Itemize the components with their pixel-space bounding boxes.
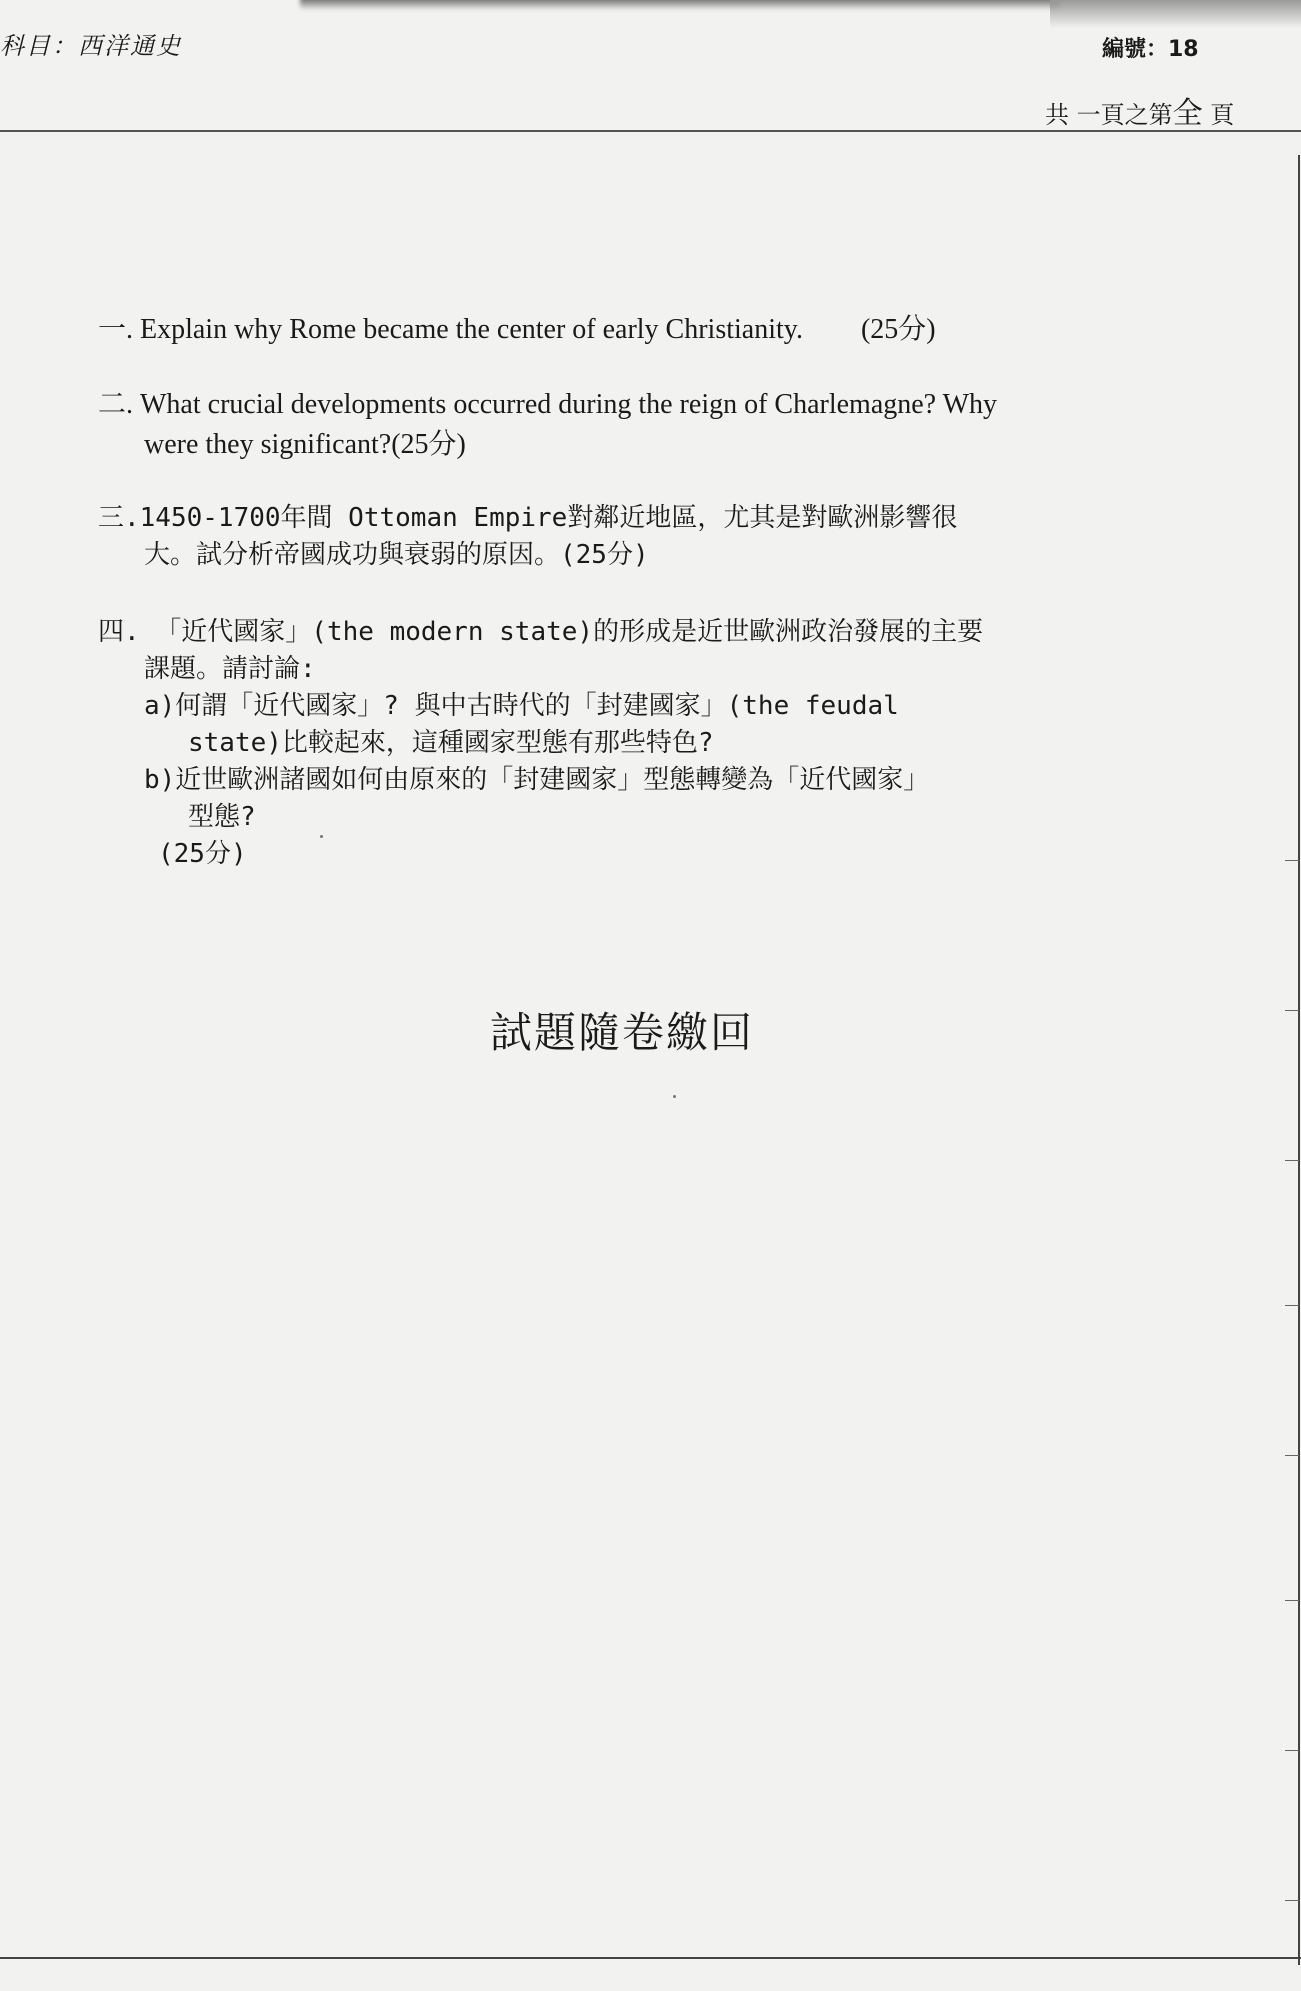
frame-tick (1285, 1750, 1299, 1751)
page-frame-right (1298, 155, 1300, 1965)
frame-tick (1285, 1010, 1299, 1011)
question-4 (98, 614, 983, 873)
frame-tick (1285, 860, 1299, 861)
question-4a-line-1: a)何謂「近代國家」? 與中古時代的「封建國家」(the feudal (144, 691, 899, 721)
question-4b-line-1: b)近世歐洲諸國如何由原來的「封建國家」型態轉變為「近代國家」 (144, 765, 930, 795)
subject-label: 科目：西洋通史 (0, 32, 182, 60)
question-3 (98, 500, 957, 574)
scan-speck (320, 835, 323, 838)
question-2-line-1: 二. What crucial developments occurred during the reign of Charlemagne? Why (98, 389, 998, 420)
question-4-line-2: 課題。請討論: (144, 654, 316, 684)
scan-speck (673, 1095, 676, 1098)
return-exam-notice: 試題隨卷繳回 (490, 1008, 755, 1057)
scan-shadow (1050, 0, 1301, 28)
question-3-line-2: 大。試分析帝國成功與衰弱的原因。(25分) (144, 540, 649, 570)
question-2 (98, 385, 997, 465)
question-1-score: (25分) (860, 314, 936, 345)
question-4-line-1: 四. 「近代國家」(the modern state)的形成是近世歐洲政治發展的主要 (98, 617, 984, 647)
question-4-score: (25分) (158, 839, 247, 869)
frame-tick (1285, 1900, 1299, 1901)
page-count-suffix: 頁 (1202, 101, 1235, 129)
frame-tick (1285, 1455, 1299, 1456)
frame-tick (1285, 1305, 1299, 1306)
frame-tick (1285, 1600, 1299, 1601)
page-count-prefix: 共 一頁之第 (1045, 101, 1173, 129)
frame-tick (1285, 1160, 1299, 1161)
page-count (1045, 88, 1234, 132)
page-frame-bottom (0, 1957, 1301, 1959)
question-4a-line-2: state)比較起來，這種國家型態有那些特色? (188, 728, 714, 758)
exam-code: 編號：18 (1102, 37, 1199, 62)
question-1-text: 一. Explain why Rome became the center of early Christianity. (98, 314, 803, 345)
question-1 (98, 310, 936, 350)
question-3-line-1: 三.1450-1700年間 Ottoman Empire對鄰近地區，尤其是對歐洲影響很 (98, 503, 958, 533)
question-4b-line-2: 型態? (188, 802, 256, 832)
page-count-current: 全 (1172, 96, 1203, 131)
cropped-header-banner (300, 0, 1060, 10)
question-2-line-2: were they significant?(25分) (144, 429, 466, 460)
